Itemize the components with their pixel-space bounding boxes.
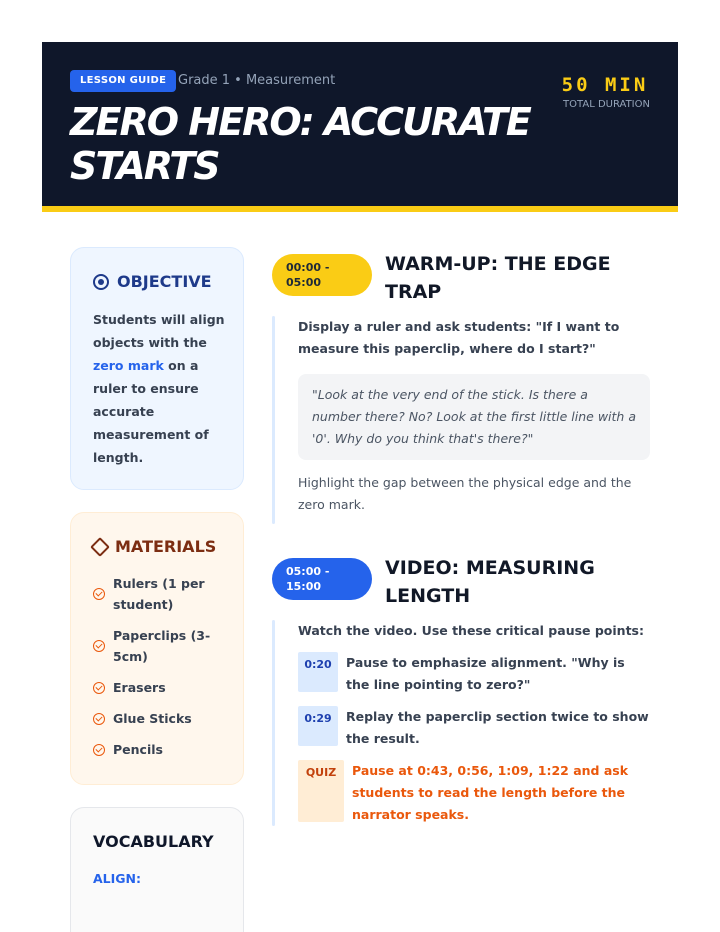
section-body: [298, 316, 650, 516]
objective-heading-text: OBJECTIVE: [117, 272, 212, 291]
grade-subtitle: Grade 1 • Measurement: [178, 73, 336, 88]
check-circle-icon: [93, 640, 105, 652]
objective-text: [93, 308, 228, 469]
total-duration: [560, 72, 650, 112]
pause-cue: [298, 652, 650, 696]
list-item: [93, 573, 233, 615]
timeline-line: [272, 316, 275, 524]
lesson-guide-badge: LESSON GUIDE: [70, 70, 176, 92]
cue-timestamp: 0:20: [298, 652, 338, 692]
section-body: [298, 620, 650, 826]
cue-text: Pause to emphasize alignment. "Why is the line pointing to zero?": [346, 655, 625, 692]
material-label: Glue Sticks: [113, 711, 192, 726]
objective-text-start: Students will align objects with the: [93, 312, 225, 350]
list-item: [93, 708, 233, 729]
list-item: [93, 739, 233, 760]
teacher-script-quote: "Look at the very end of the stick. Is there a number there? No? Look at the first little line with a '0'. Why do you think that's there?": [298, 374, 650, 460]
vocabulary-heading: [93, 832, 214, 852]
objective-card: [70, 247, 244, 490]
page-title: ZERO HERO: ACCURATE STARTS: [70, 100, 530, 188]
material-label: Rulers (1 per student): [113, 576, 205, 612]
cue-text: Replay the paperclip section twice to show the result.: [346, 709, 649, 746]
box-icon: [90, 537, 110, 557]
materials-card: [70, 512, 244, 785]
section-note: Highlight the gap between the physical edge and the zero mark.: [298, 475, 632, 512]
pause-cue: [298, 706, 650, 750]
check-circle-icon: [93, 713, 105, 725]
section-title: VIDEO: MEASURING LENGTH: [385, 557, 595, 607]
target-icon: [93, 274, 109, 290]
lesson-header: [42, 42, 678, 212]
section-title: WARM-UP: THE EDGE TRAP: [385, 253, 611, 303]
check-circle-icon: [93, 744, 105, 756]
material-label: Paperclips (3-5cm): [113, 628, 211, 664]
materials-heading: [93, 537, 216, 557]
materials-list: [93, 573, 233, 770]
vocabulary-heading-text: VOCABULARY: [93, 832, 214, 851]
material-label: Pencils: [113, 742, 163, 757]
check-circle-icon: [93, 588, 105, 600]
materials-heading-text: MATERIALS: [115, 537, 217, 556]
cue-timestamp: 0:29: [298, 706, 338, 746]
section-lead: Watch the video. Use these critical pause points:: [298, 623, 644, 638]
check-circle-icon: [93, 682, 105, 694]
quiz-cue: [298, 760, 650, 826]
duration-value: 50 MIN: [561, 74, 649, 96]
time-pill: 05:00 - 15:00: [272, 558, 372, 600]
vocab-term-align: ALIGN:: [93, 871, 142, 886]
time-pill: 00:00 - 05:00: [272, 254, 372, 296]
timeline-line: [272, 620, 275, 826]
list-item: [93, 677, 233, 698]
quiz-badge: QUIZ: [298, 760, 344, 822]
vocabulary-card: [70, 807, 244, 932]
list-item: [93, 625, 233, 667]
material-label: Erasers: [113, 680, 166, 695]
duration-label: TOTAL DURATION: [563, 99, 650, 110]
cue-text: Pause at 0:43, 0:56, 1:09, 1:22 and ask students to read the length before the narrator speaks.: [352, 763, 629, 822]
zero-mark-highlight: zero mark: [93, 358, 164, 373]
objective-text-end: on a ruler to ensure accurate measurement of length.: [93, 358, 209, 465]
objective-heading: [93, 272, 212, 292]
section-lead: Display a ruler and ask students: "If I want to measure this paperclip, where do I start?": [298, 319, 620, 356]
